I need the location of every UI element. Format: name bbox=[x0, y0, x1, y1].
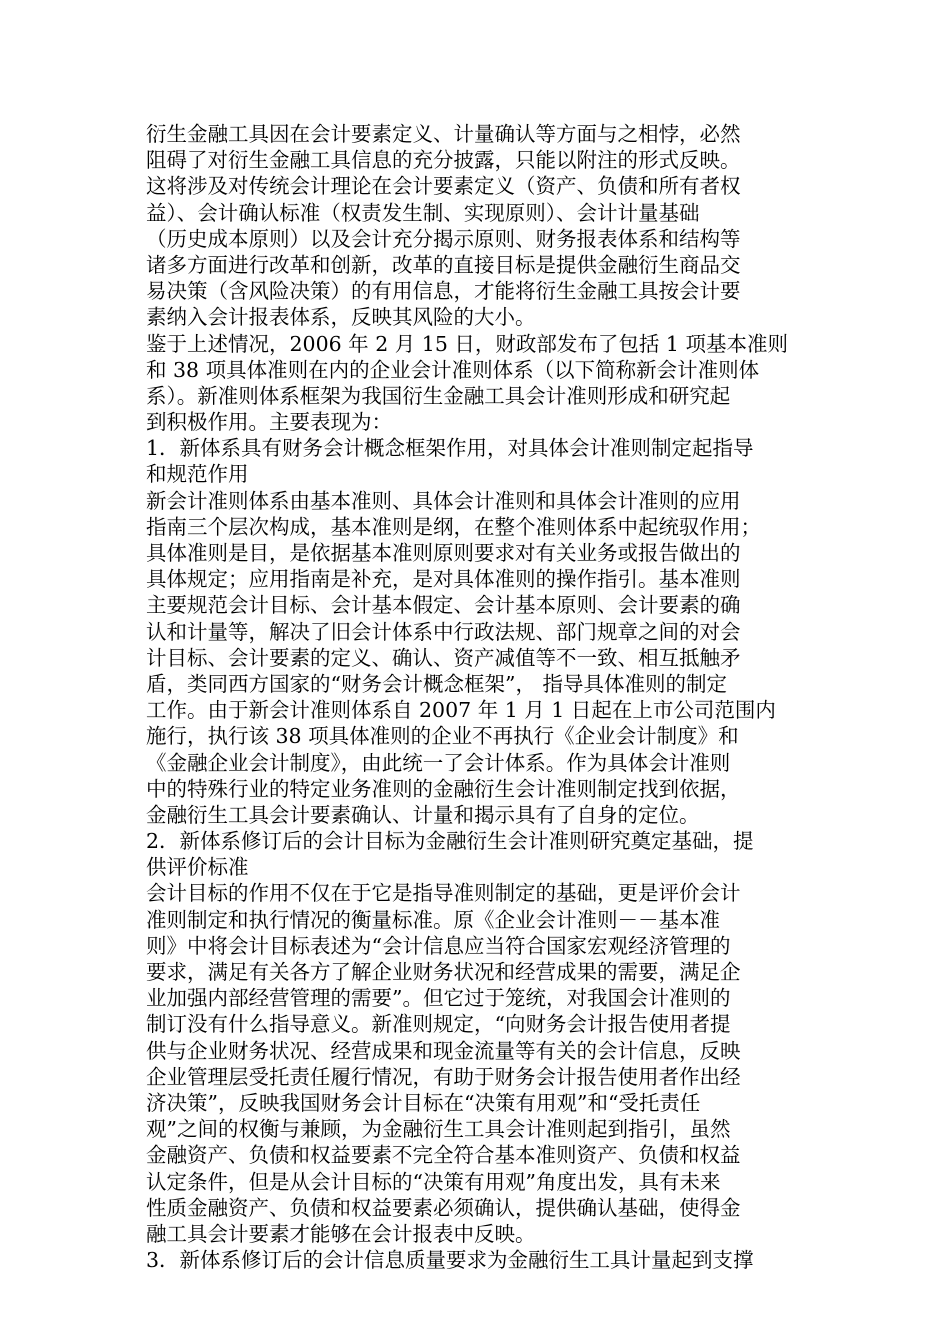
text-line: 《金融企业会计制度》，由此统一了会计体系。作为具体会计准则 bbox=[146, 750, 731, 775]
section-heading-2: 2．新体系修订后的会计目标为金融衍生会计准则研究奠定基础，提 bbox=[146, 829, 754, 854]
text-line: 制订没有什么指导意义。新准则规定，“向财务会计报告使用者提 bbox=[146, 1012, 731, 1037]
text-line: 供与企业财务状况、经营成果和现金流量等有关的会计信息，反映 bbox=[146, 1038, 741, 1063]
text-line: 主要规范会计目标、会计基本假定、会计基本原则、会计要素的确 bbox=[146, 593, 741, 618]
text-line: 工作。由于新会计准则体系自 2007 年 1 月 1 日起在上市公司范围内 bbox=[146, 698, 776, 723]
text-line: （历史成本原则）以及会计充分揭示原则、财务报表体系和结构等 bbox=[146, 226, 741, 251]
text-line: 会计目标的作用不仅在于它是指导准则制定的基础，更是评价会计 bbox=[146, 881, 741, 906]
text-line: 业加强内部经营管理的需要”。但它过于笼统，对我国会计准则的 bbox=[146, 986, 731, 1011]
section-heading-2-cont: 供评价标准 bbox=[146, 855, 249, 880]
text-line: 到积极作用。主要表现为： bbox=[146, 410, 392, 435]
text-line: 易决策（含风险决策）的有用信息，才能将衍生金融工具按会计要 bbox=[146, 279, 741, 304]
text-line: 益）、会计确认标准（权责发生制、实现原则）、会计计量基础 bbox=[146, 200, 700, 225]
document-body bbox=[146, 121, 846, 1273]
section-heading-3: 3．新体系修订后的会计信息质量要求为金融衍生工具计量起到支撑 bbox=[146, 1248, 754, 1273]
text-line: 鉴于上述情况，2006 年 2 月 15 日，财政部发布了包括 1 项基本准则 bbox=[146, 331, 788, 356]
text-line: 新会计准则体系由基本准则、具体会计准则和具体会计准则的应用 bbox=[146, 488, 741, 513]
section-heading-1-cont: 和规范作用 bbox=[146, 462, 249, 487]
text-line: 具体准则是目，是依据基本准则原则要求对有关业务或报告做出的 bbox=[146, 541, 741, 565]
text-line: 素纳入会计报表体系，反映其风险的大小。 bbox=[146, 305, 536, 330]
text-line: 指南三个层次构成，基本准则是纲，在整个准则体系中起统驭作用； bbox=[146, 514, 761, 539]
text-line: 这将涉及对传统会计理论在会计要素定义（资产、负债和所有者权 bbox=[146, 174, 741, 199]
text-line: 衍生金融工具因在会计要素定义、计量确认等方面与之相悖，必然 bbox=[146, 122, 741, 146]
text-line: 准则制定和执行情况的衡量标准。原《企业会计准则－－基本准 bbox=[146, 907, 720, 932]
text-line: 认定条件，但是从会计目标的“决策有用观”角度出发，具有未来 bbox=[146, 1169, 721, 1194]
text-line: 融工具会计要素才能够在会计报表中反映。 bbox=[146, 1221, 536, 1246]
text-line: 要求，满足有关各方了解企业财务状况和经营成果的需要，满足企 bbox=[146, 960, 741, 984]
text-line: 计目标、会计要素的定义、确认、资产减值等不一致、相互抵触矛 bbox=[146, 645, 741, 670]
text-line: 金融衍生工具会计要素确认、计量和揭示具有了自身的定位。 bbox=[146, 802, 700, 827]
text-line: 则》中将会计目标表述为“会计信息应当符合国家宏观经济管理的 bbox=[146, 933, 731, 958]
text-line: 企业管理层受托责任履行情况，有助于财务会计报告使用者作出经 bbox=[146, 1064, 741, 1089]
text-line: 中的特殊行业的特定业务准则的金融衍生会计准则制定找到依据， bbox=[146, 776, 741, 801]
text-line: 诸多方面进行改革和创新，改革的直接目标是提供金融衍生商品交 bbox=[146, 252, 741, 277]
text-line: 施行，执行该 38 项具体准则的企业不再执行《企业会计制度》和 bbox=[146, 724, 739, 749]
text-line: 金融资产、负债和权益要素不完全符合基本准则资产、负债和权益 bbox=[146, 1143, 741, 1168]
text-line: 和 38 项具体准则在内的企业会计准则体系（以下简称新会计准则体 bbox=[146, 357, 760, 382]
text-line: 观”之间的权衡与兼顾，为金融衍生工具会计准则起到指引，虽然 bbox=[146, 1117, 731, 1142]
text-line: 认和计量等，解决了旧会计体系中行政法规、部门规章之间的对会 bbox=[146, 619, 741, 644]
text-line: 济决策”，反映我国财务会计目标在“决策有用观”和“受托责任 bbox=[146, 1090, 701, 1115]
text-line: 具体规定；应用指南是补充，是对具体准则的操作指引。基本准则 bbox=[146, 567, 741, 592]
text-line: 性质金融资产、负债和权益要素必须确认，提供确认基础，使得金 bbox=[146, 1195, 741, 1220]
section-heading-1: 1．新体系具有财务会计概念框架作用，对具体会计准则制定起指导 bbox=[146, 436, 754, 461]
text-line: 系）。新准则体系框架为我国衍生金融工具会计准则形成和研究起 bbox=[146, 383, 731, 408]
text-line: 盾，类同西方国家的“财务会计概念框架”， 指导具体准则的制定 bbox=[146, 671, 727, 696]
text-line: 阻碍了对衍生金融工具信息的充分披露，只能以附注的形式反映。 bbox=[146, 148, 741, 173]
